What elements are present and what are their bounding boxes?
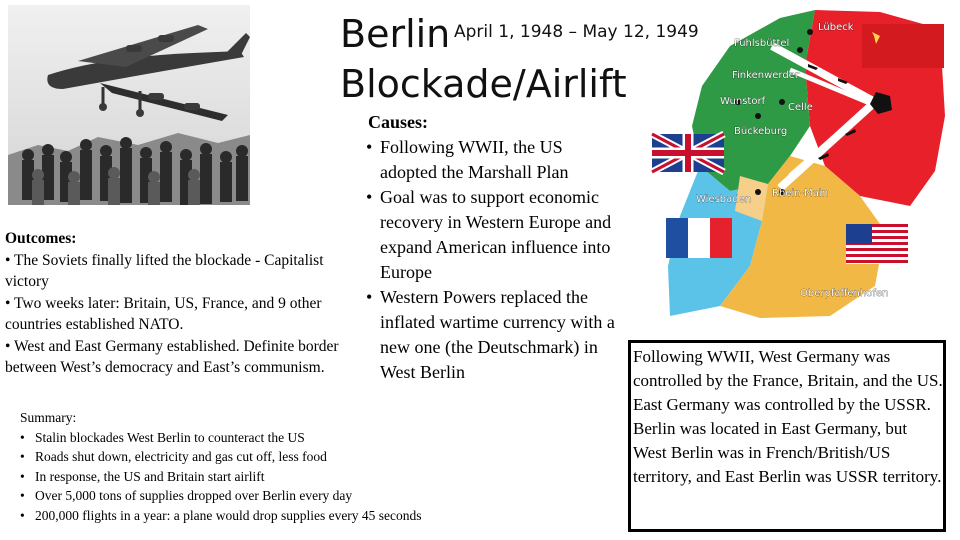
city-label-finkenwerder: Finkenwerder [732,70,799,81]
title-berlin: Berlin [340,12,451,56]
us-flag-icon [846,224,908,264]
airlift-photo [8,5,250,205]
outcomes-heading: Outcomes: [5,230,77,247]
cause-item: • Following WWII, the US adopted the Marshall Plan [356,135,622,185]
outcome-item: • West and East Germany established. Definite border between West’s democracy and East’s communism. [5,337,339,376]
outcomes-section [5,228,360,379]
city-label-oberpfaffenhofen: Oberpfaffenhofen [800,288,889,299]
french-flag-icon [666,218,732,258]
city-label-fuhlsbuttel: Fuhlsbüttel [734,38,790,49]
british-flag-icon [652,134,724,172]
causes-section [356,110,622,385]
summary-item: • 200,000 flights in a year: a plane would drop supplies every 45 seconds [20,506,520,526]
city-label-rhein-main: Rhein-Main [772,188,829,199]
city-label-celle: Celle [788,102,813,113]
context-note-box [628,340,946,532]
city-label-wiesbaden: Wiesbaden [696,194,752,205]
title-dates: April 1, 1948 – May 12, 1949 [454,22,699,42]
summary-section [20,408,520,525]
cause-item: • Goal was to support economic recovery in Western Europe and expand American influence into Europe [356,185,622,285]
germany-occupation-map [640,6,950,326]
context-note-text: Following WWII, West Germany was controlled by the France, Britain, and the US. East Germany was controlled by the USSR. Berlin was located in East Germany, but West Berlin was in French/British/US territory, and East Berlin was USSR territory. [633,347,943,486]
causes-heading: Causes: [368,112,429,132]
summary-heading: Summary: [20,410,77,425]
soviet-flag-icon [862,24,944,68]
outcome-item: • The Soviets finally lifted the blockade - Capitalist victory [5,251,324,290]
summary-item: • Over 5,000 tons of supplies dropped over Berlin every day [20,486,520,506]
summary-item: • Stalin blockades West Berlin to counteract the US [20,428,520,448]
outcome-item: • Two weeks later: Britain, US, France, and 9 other countries established NATO. [5,294,322,333]
summary-item: • Roads shut down, electricity and gas cut off, less food [20,447,520,467]
city-label-buckeburg: Bückeburg [734,126,788,137]
title-blockade-airlift: Blockade/Airlift [340,62,627,106]
cause-item: • Western Powers replaced the inflated wartime currency with a new one (the Deutschmark) in West Berlin [356,285,622,385]
summary-item: • In response, the US and Britain start airlift [20,467,520,487]
city-label-lubeck: Lübeck [818,22,854,33]
city-label-wunstorf: Wunstorf [720,96,766,107]
